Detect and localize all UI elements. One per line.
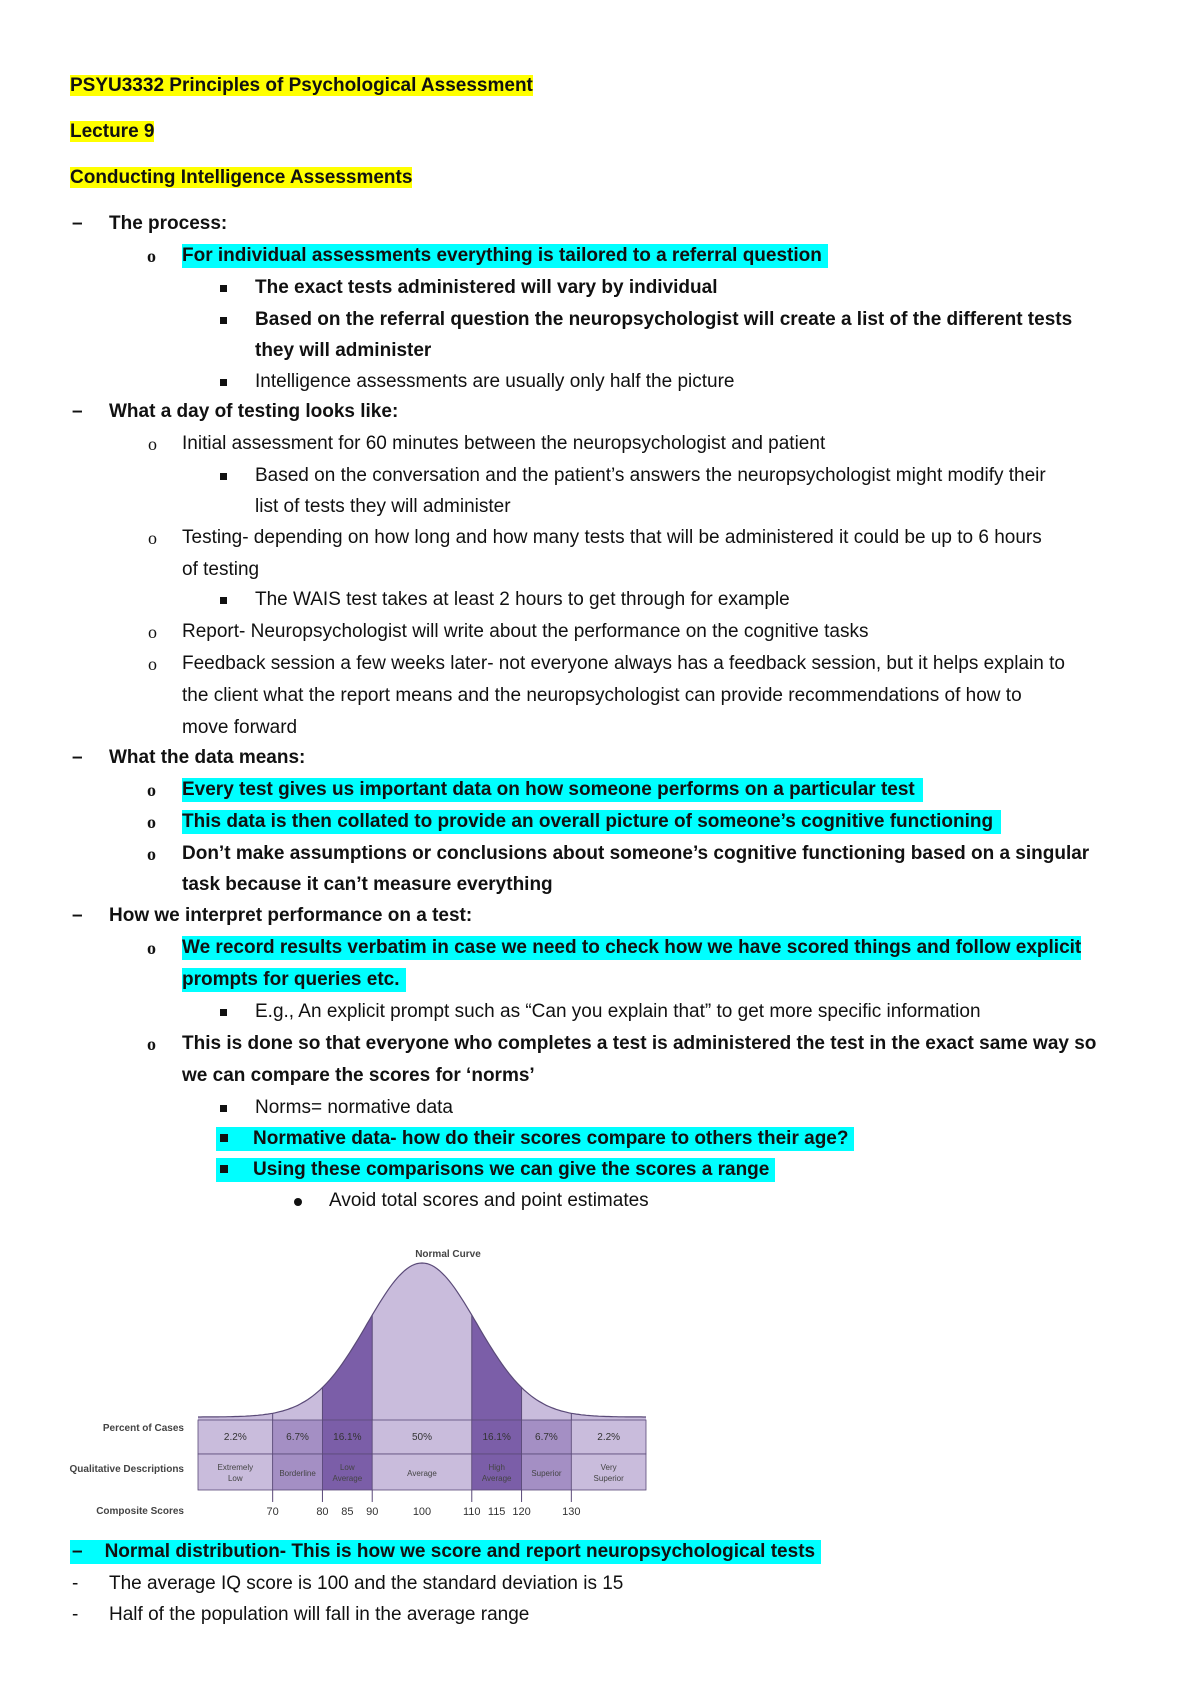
process-title: The process: xyxy=(109,213,228,234)
percent-label: 16.1% xyxy=(333,1432,362,1443)
square-bullet xyxy=(220,1134,228,1142)
figure-title: Normal Curve xyxy=(415,1249,481,1260)
circle-bullet: o xyxy=(148,622,157,642)
curve-fills xyxy=(198,1263,646,1420)
day-c: Report- Neuropsychologist will write about the performance on the cognitive tasks xyxy=(182,621,869,642)
data-c-1: Don’t make assumptions or conclusions about someone’s cognitive functioning based on a singular xyxy=(182,843,1090,864)
day-d-2: the client what the report means and the neuropsychologist can provide recommendations of how to xyxy=(182,685,1022,706)
dash-bullet: - xyxy=(72,1573,79,1594)
description-cell xyxy=(472,1454,522,1490)
description-cell xyxy=(198,1454,273,1490)
day-b-1: Testing- depending on how long and how many tests that will be administered it could be up to 6 hours xyxy=(182,527,1042,548)
day-d-3: move forward xyxy=(182,717,298,738)
dash-bullet: - xyxy=(72,1604,79,1625)
score-label: 90 xyxy=(366,1506,379,1518)
process-l2b-1: Based on the referral question the neuropsychologist will create a list of the different tests xyxy=(255,309,1073,330)
percent-label: 6.7% xyxy=(286,1432,309,1443)
score-label: 120 xyxy=(512,1506,531,1518)
day-d-1: Feedback session a few weeks later- not everyone always has a feedback session, but it helps explain to xyxy=(182,653,1065,674)
score-label: 115 xyxy=(487,1506,506,1518)
description-label: Very xyxy=(600,1463,617,1472)
description-label: Extremely xyxy=(217,1463,254,1472)
interpret-b2: Normative data- how do their scores compare to others their age? xyxy=(216,1127,854,1151)
score-label: 70 xyxy=(266,1506,279,1518)
interpret-b1: Norms= normative data xyxy=(255,1097,453,1118)
circle-bullet: o xyxy=(147,812,156,832)
description-label: Low xyxy=(339,1463,355,1472)
square-bullet xyxy=(220,473,227,480)
interpret-b-2: we can compare the scores for ‘norms’ xyxy=(182,1065,535,1086)
interpret-a1: E.g., An explicit prompt such as “Can you explain that” to get more specific information xyxy=(255,1001,981,1022)
row-label-percent: Percent of Cases xyxy=(102,1423,184,1434)
dash-bullet: – xyxy=(72,747,83,768)
score-label: 110 xyxy=(463,1506,481,1518)
percent-label: 2.2% xyxy=(223,1432,247,1443)
interpret-b3a: Avoid total scores and point estimates xyxy=(329,1190,649,1211)
score-label: 130 xyxy=(562,1506,581,1518)
data-b: This data is then collated to provide an overall picture of someone’s cognitive functioning xyxy=(182,810,1001,834)
process-l2a: The exact tests administered will vary by individual xyxy=(255,277,718,298)
day-a1-1: Based on the conversation and the patient’s answers the neuropsychologist might modify their xyxy=(255,465,1046,486)
lecture-number: Lecture 9 xyxy=(70,121,155,142)
circle-bullet: o xyxy=(147,780,156,800)
circle-bullet: o xyxy=(147,938,156,958)
dash-bullet: – xyxy=(72,905,83,926)
description-label: Average xyxy=(481,1474,512,1483)
description-cell xyxy=(571,1454,646,1490)
curve-band-3 xyxy=(322,1315,372,1420)
square-bullet xyxy=(220,1009,227,1016)
day-b-2: of testing xyxy=(182,559,260,580)
score-label: 80 xyxy=(316,1506,329,1518)
process-l1: For individual assessments everything is tailored to a referral question xyxy=(182,244,828,268)
data-title: What the data means: xyxy=(109,747,306,768)
score-label: 85 xyxy=(341,1506,354,1518)
description-cell xyxy=(322,1454,372,1490)
description-label: High xyxy=(488,1463,505,1472)
description-label: Superior xyxy=(593,1474,624,1483)
description-label: Average xyxy=(332,1474,363,1483)
curve-band-6 xyxy=(522,1388,572,1421)
course-title: PSYU3332 Principles of Psychological Assessment xyxy=(70,75,533,96)
dash-bullet: – xyxy=(72,213,83,234)
day-b1: The WAIS test takes at least 2 hours to get through for example xyxy=(255,589,790,610)
circle-bullet: o xyxy=(148,654,157,674)
row-label-scores: Composite Scores xyxy=(96,1506,184,1517)
day-a: Initial assessment for 60 minutes between the neuropsychologist and patient xyxy=(182,433,826,454)
round-bullet xyxy=(294,1198,302,1206)
circle-bullet: o xyxy=(147,844,156,864)
footer-half: Half of the population will fall in the average range xyxy=(109,1604,530,1625)
percent-label: 6.7% xyxy=(535,1432,558,1443)
interpret-a-1: We record results verbatim in case we need to check how we have scored things and follow explicit xyxy=(182,937,1082,958)
score-label: 100 xyxy=(412,1506,432,1518)
day-a1-2: list of tests they will administer xyxy=(255,496,511,517)
description-label: Superior xyxy=(531,1469,562,1478)
interpret-b3: Using these comparisons we can give the scores a range xyxy=(216,1158,775,1182)
square-bullet xyxy=(220,1105,227,1112)
percent-label: 2.2% xyxy=(597,1432,621,1443)
square-bullet xyxy=(220,597,227,604)
square-bullet xyxy=(220,317,227,324)
curve-band-4 xyxy=(372,1263,472,1420)
normal-distribution-line: – Normal distribution- This is how we score and report neuropsychological tests xyxy=(70,1540,821,1564)
footer-avg: The average IQ score is 100 and the standard deviation is 15 xyxy=(109,1573,624,1594)
row-label-descriptions: Qualitative Descriptions xyxy=(69,1464,184,1475)
data-a: Every test gives us important data on how someone performs on a particular test xyxy=(182,778,923,802)
section-heading: Conducting Intelligence Assessments xyxy=(70,167,413,188)
curve-band-5 xyxy=(472,1315,522,1420)
data-c-2: task because it can’t measure everything xyxy=(182,874,553,895)
square-bullet xyxy=(220,285,227,292)
circle-bullet: o xyxy=(148,434,157,454)
interpret-b-1: This is done so that everyone who completes a test is administered the test in the exact same way so xyxy=(182,1033,1097,1054)
square-bullet xyxy=(220,1165,228,1173)
curve-band-2 xyxy=(273,1388,323,1421)
interpret-title: How we interpret performance on a test: xyxy=(109,905,473,926)
process-l2c: Intelligence assessments are usually only half the picture xyxy=(255,371,735,392)
percent-label: 50% xyxy=(411,1432,433,1443)
interpret-a-2: prompts for queries etc. xyxy=(182,968,406,992)
day-title: What a day of testing looks like: xyxy=(109,401,399,422)
circle-bullet: o xyxy=(147,1034,156,1054)
percent-description-table xyxy=(198,1420,646,1518)
square-bullet xyxy=(220,379,227,386)
description-label: Low xyxy=(227,1474,243,1483)
dash-bullet: – xyxy=(72,401,83,422)
normal-curve-figure xyxy=(60,1240,660,1525)
circle-bullet: o xyxy=(147,246,156,266)
percent-label: 16.1% xyxy=(482,1432,511,1443)
circle-bullet: o xyxy=(148,528,157,548)
description-label: Average xyxy=(407,1469,437,1478)
process-l2b-2: they will administer xyxy=(255,340,432,361)
description-label: Borderline xyxy=(279,1469,316,1478)
